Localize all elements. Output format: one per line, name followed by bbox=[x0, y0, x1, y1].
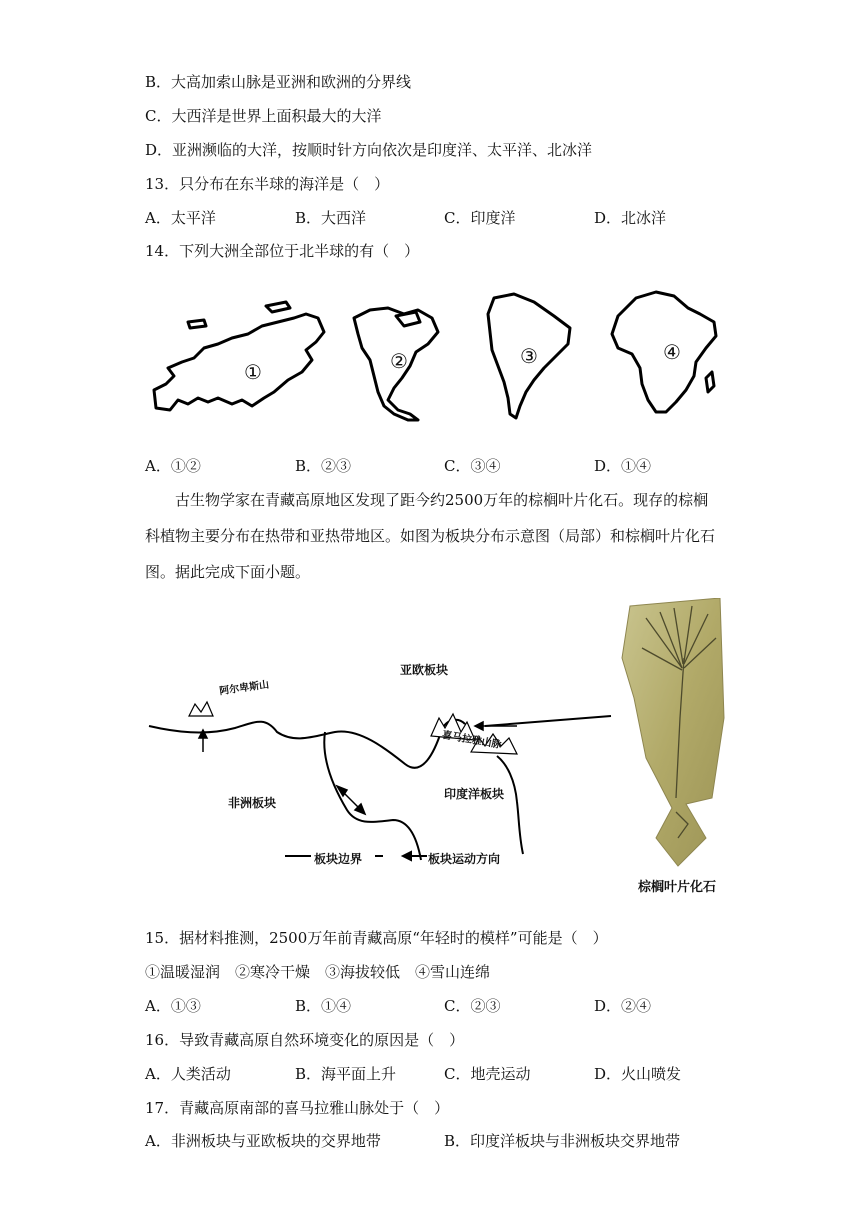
q14-stem: 14．下列大洲全部位于北半球的有（ ） bbox=[145, 242, 420, 260]
q16-option-d: D．火山喷发 bbox=[594, 1065, 682, 1083]
q14-option-d: D．①④ bbox=[594, 457, 652, 475]
q16-option-c: C．地壳运动 bbox=[444, 1065, 531, 1083]
q17-option-a: A．非洲板块与亚欧板块的交界地带 bbox=[145, 1132, 381, 1150]
plate-boundary-east bbox=[485, 716, 611, 726]
q15-option-a: A．①③ bbox=[145, 997, 201, 1015]
label-himalaya: 喜马拉雅山脉 bbox=[441, 729, 503, 752]
map-label-3: ③ bbox=[520, 344, 538, 368]
continent-maps bbox=[148, 288, 728, 423]
q13-option-c: C．印度洋 bbox=[444, 209, 516, 227]
label-african-plate: 非洲板块 bbox=[228, 796, 277, 810]
label-indian-plate: 印度洋板块 bbox=[444, 787, 505, 801]
map-label-1: ① bbox=[244, 360, 262, 384]
palm-leaf-fossil-image bbox=[616, 598, 726, 868]
q17-stem: 17．青藏高原南部的喜马拉雅山脉处于（ ） bbox=[145, 1099, 450, 1117]
legend-direction: 板块运动方向 bbox=[428, 852, 501, 866]
label-alps: 阿尔卑斯山 bbox=[218, 679, 270, 698]
q13-stem: 13．只分布在东半球的海洋是（ ） bbox=[145, 175, 390, 193]
q16-stem: 16．导致青藏高原自然环境变化的原因是（ ） bbox=[145, 1031, 465, 1049]
q15-choices: ①温暖湿润 ②寒冷干燥 ③海拔较低 ④雪山连绵 bbox=[145, 963, 491, 981]
plate-diagram bbox=[145, 640, 615, 870]
q14-option-a: A．①② bbox=[145, 457, 201, 475]
fossil-caption: 棕榈叶片化石 bbox=[638, 880, 717, 895]
q15-option-c: C．②③ bbox=[444, 997, 501, 1015]
q15-stem: 15．据材料推测，2500万年前青藏高原“年轻时的模样”可能是（ ） bbox=[145, 929, 608, 947]
q15-option-d: D．②④ bbox=[594, 997, 652, 1015]
plate-boundary-africa bbox=[324, 732, 421, 860]
eurasia-outline bbox=[154, 314, 324, 410]
q13-option-d: D．北冰洋 bbox=[594, 209, 667, 227]
map-label-4: ④ bbox=[663, 340, 681, 364]
map-label-2: ② bbox=[390, 349, 408, 373]
plate-boundary-indian bbox=[497, 756, 523, 854]
q16-option-a: A．人类活动 bbox=[145, 1065, 231, 1083]
q13-option-a: A．太平洋 bbox=[145, 209, 216, 227]
line-b: B．大高加索山脉是亚洲和欧洲的分界线 bbox=[145, 73, 412, 91]
line-c: C．大西洋是世界上面积最大的大洋 bbox=[145, 107, 382, 125]
q16-option-b: B．海平面上升 bbox=[295, 1065, 397, 1083]
q15-option-b: B．①④ bbox=[295, 997, 352, 1015]
q17-option-b: B．印度洋板块与非洲板块交界地带 bbox=[444, 1132, 681, 1150]
q13-option-b: B．大西洋 bbox=[295, 209, 367, 227]
legend-boundary: 板块边界 bbox=[314, 852, 363, 866]
passage: 古生物学家在青藏高原地区发现了距今约2500万年的棕榈叶片化石。现存的棕榈科植物主要分布在热带和亚热带地区。如图为板块分布示意图（局部）和棕榈叶片化石图。据此完成下面小题。 bbox=[145, 491, 716, 581]
label-eurasian-plate: 亚欧板块 bbox=[400, 663, 449, 677]
q14-option-c: C．③④ bbox=[444, 457, 501, 475]
plate-boundary-main bbox=[149, 720, 465, 768]
q14-option-b: B．②③ bbox=[295, 457, 352, 475]
line-d: D．亚洲濒临的大洋，按顺时针方向依次是印度洋、太平洋、北冰洋 bbox=[145, 141, 593, 159]
